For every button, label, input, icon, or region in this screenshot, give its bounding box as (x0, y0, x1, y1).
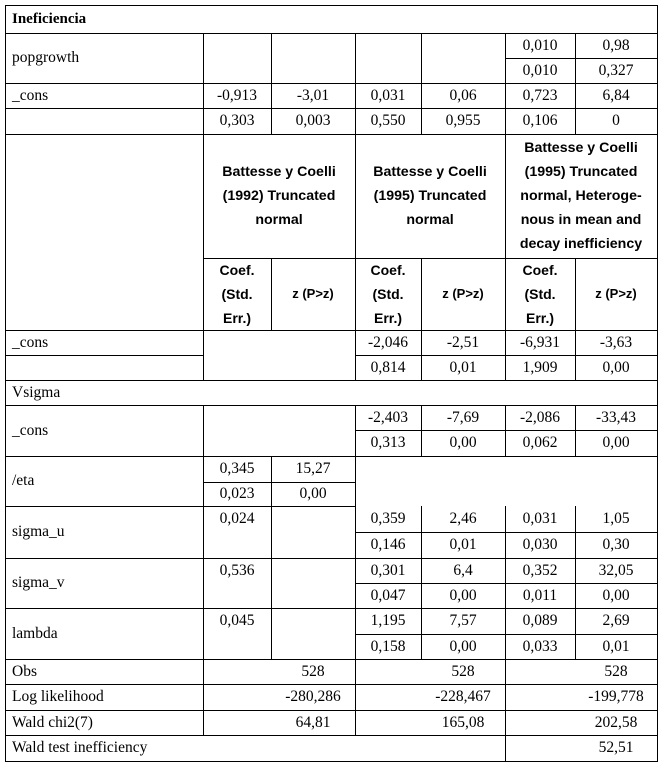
rule-vertical (203, 710, 204, 736)
sigma-v-m2-z: 6,4 (453, 561, 473, 579)
rule-horizontal (355, 634, 658, 635)
stat-label-obs: Obs (12, 662, 37, 680)
cons-m3-p: 0 (612, 112, 620, 129)
lambda-m3-se: 0,033 (522, 637, 558, 655)
eta-m1-coef: 0,345 (219, 460, 255, 477)
rule-vertical (421, 558, 422, 609)
rule-vertical (203, 330, 204, 381)
rule-vertical (271, 558, 272, 609)
stat-obs-m3: 528 (604, 662, 628, 680)
rule-vertical (505, 558, 506, 609)
rule-vertical (505, 608, 506, 660)
stat-loglik-m3: -199,778 (588, 688, 644, 705)
rule-vertical (355, 710, 356, 736)
eta-m1-se: 0,023 (219, 485, 255, 502)
lambda-m3-z: 2,69 (602, 612, 630, 629)
rule-horizontal (355, 583, 658, 584)
mid-cons-m2-se: 0,814 (370, 358, 406, 376)
lambda-m1-coef: 0,045 (219, 612, 255, 629)
rule-vertical (505, 710, 506, 736)
sigma-u-m2-z: 2,46 (449, 510, 477, 527)
rule-horizontal (355, 532, 658, 533)
rule-vertical (657, 5, 658, 762)
sigma-v-m2-p: 0,00 (449, 586, 477, 604)
lambda-m2-z: 7,57 (449, 612, 477, 629)
model-3-z-header: z (P>z) (595, 286, 637, 301)
cons-m1-coef: -0,913 (216, 86, 258, 104)
rule-vertical (203, 659, 204, 685)
sigma-u-m1-coef: 0,024 (219, 510, 255, 527)
rule-vertical (421, 608, 422, 660)
rule-vertical (505, 684, 506, 711)
sigma-v-m3-p: 0,00 (602, 586, 630, 604)
stat-label-wald-ineff: Wald test inefficiency (12, 739, 148, 756)
sigma-v-m1-coef: 0,536 (219, 561, 255, 579)
vsigma-cons-m2-se: 0,313 (370, 434, 406, 451)
rule-vertical (421, 330, 422, 381)
mid-cons-m2-p: 0,01 (449, 358, 477, 376)
rule-vertical (203, 405, 204, 457)
popgrowth-m3-z: 0,98 (602, 36, 630, 54)
stat-wald-m2: 165,08 (441, 713, 485, 731)
sigma-v-m3-coef: 0,352 (522, 561, 558, 579)
stat-obs-m1: 528 (301, 662, 325, 680)
rule-vertical (575, 506, 576, 559)
rule-vertical (575, 33, 576, 84)
rule-vertical (271, 456, 272, 507)
rule-vertical (203, 608, 204, 660)
sigma-v-m2-coef: 0,301 (370, 561, 406, 579)
eta-m1-p: 0,00 (299, 485, 327, 502)
stat-loglik-m2: -228,467 (435, 688, 491, 705)
cons-m3-se: 0,106 (522, 112, 558, 129)
cons-m1-p: 0,003 (295, 112, 331, 129)
stat-label-wald: Wald chi2(7) (12, 713, 93, 731)
vsigma-cons-m3-z: -33,43 (595, 408, 637, 426)
rule-vertical (421, 405, 422, 457)
model-3-title: Battesse y Coelli (1995) Truncated normal, Heteroge-nous in mean and decay inefficiency (519, 140, 643, 252)
rule-vertical (505, 134, 506, 331)
model-2-z-header: z (P>z) (442, 286, 484, 301)
section-title-ineficiencia: Ineficiencia (12, 11, 87, 27)
row-label-lambda: lambda (12, 624, 58, 642)
cons-m3-z: 6,84 (602, 86, 630, 104)
model-2-coef-header: Coef. (Std. Err.) (370, 262, 406, 326)
vsigma-cons-m2-p: 0,00 (449, 434, 477, 451)
lambda-m2-coef: 1,195 (370, 612, 406, 629)
rule-vertical (575, 405, 576, 457)
lambda-m2-se: 0,158 (370, 637, 406, 655)
stat-wald-m3: 202,58 (594, 713, 638, 731)
rule-vertical (203, 33, 204, 84)
sigma-u-m3-z: 1,05 (602, 510, 630, 527)
rule-vertical (355, 83, 356, 135)
rule-vertical (421, 33, 422, 84)
rule-vertical (355, 506, 356, 559)
row-label-popgrowth: popgrowth (12, 49, 80, 66)
sigma-u-m2-p: 0,01 (449, 536, 477, 553)
rule-vertical (355, 558, 356, 609)
rule-vertical (271, 83, 272, 135)
section-title-vsigma: Vsigma (12, 383, 61, 401)
lambda-m3-p: 0,01 (602, 637, 630, 655)
row-label-cons-vsigma: _cons (12, 421, 49, 439)
rule-horizontal (5, 761, 658, 762)
mid-cons-m3-se: 1,909 (522, 358, 558, 376)
rule-vertical (203, 684, 204, 711)
rule-horizontal (5, 108, 658, 109)
rule-vertical (505, 735, 506, 762)
model-3-coef-header: Coef. (Std. Err.) (522, 262, 558, 326)
rule-vertical (203, 506, 204, 559)
stat-wald-ineff-m3: 52,51 (598, 739, 634, 756)
model-1-coef-header: Coef. (Std. Err.) (219, 262, 255, 326)
rule-vertical (203, 134, 204, 331)
rule-vertical (271, 608, 272, 660)
rule-vertical (575, 608, 576, 660)
rule-vertical (355, 405, 356, 457)
sigma-u-m3-coef: 0,031 (522, 510, 558, 527)
rule-vertical (355, 33, 356, 84)
rule-vertical (505, 659, 506, 685)
popgrowth-m3-p: 0,327 (598, 61, 634, 79)
vsigma-cons-m2-coef: -2,403 (367, 408, 409, 426)
row-label-cons: _cons (12, 86, 49, 104)
rule-vertical (271, 258, 272, 331)
rule-vertical (505, 330, 506, 381)
vsigma-cons-m2-z: -7,69 (446, 408, 480, 426)
rule-vertical (203, 558, 204, 609)
sigma-u-m3-p: 0,30 (602, 536, 630, 553)
sigma-u-m2-se: 0,146 (370, 536, 406, 553)
rule-vertical (355, 330, 356, 381)
sigma-u-m2-coef: 0,359 (370, 510, 406, 527)
rule-vertical (575, 330, 576, 381)
cons-m2-se: 0,550 (370, 112, 406, 129)
rule-vertical (355, 684, 356, 711)
rule-vertical (355, 608, 356, 660)
mid-cons-m2-coef: -2,046 (367, 333, 409, 351)
cons-m1-z: -3,01 (296, 86, 330, 104)
rule-vertical (575, 558, 576, 609)
vsigma-cons-m3-p: 0,00 (602, 434, 630, 451)
cons-m3-coef: 0,723 (522, 86, 558, 104)
stat-obs-m2: 528 (451, 662, 475, 680)
rule-vertical (355, 456, 356, 507)
row-label-sigma-v: sigma_v (12, 574, 65, 591)
rule-vertical (203, 456, 204, 507)
rule-horizontal (203, 482, 356, 483)
row-label-sigma-u: sigma_u (12, 523, 65, 540)
vsigma-cons-m3-se: 0,062 (522, 434, 558, 451)
popgrowth-m3-se: 0,010 (522, 61, 558, 79)
rule-horizontal (5, 355, 204, 356)
rule-vertical (505, 83, 506, 135)
rule-horizontal (355, 355, 658, 356)
rule-vertical (203, 83, 204, 135)
rule-vertical (421, 83, 422, 135)
rule-vertical (355, 659, 356, 685)
cons-m2-p: 0,955 (445, 112, 481, 129)
rule-vertical (421, 258, 422, 331)
model-1-z-header: z (P>z) (292, 286, 334, 301)
rule-horizontal (505, 58, 658, 59)
model-2-title: Battesse y Coelli (1995) Truncated normal (373, 164, 487, 228)
rule-vertical (421, 506, 422, 559)
rule-vertical (271, 33, 272, 84)
cons-m2-coef: 0,031 (370, 86, 406, 104)
cons-m1-se: 0,303 (219, 112, 255, 129)
mid-cons-m3-z: -3,63 (599, 333, 633, 351)
eta-m1-z: 15,27 (295, 460, 331, 477)
mid-cons-m2-z: -2,51 (446, 333, 480, 351)
row-label-cons-mid: _cons (12, 333, 49, 351)
sigma-v-m2-se: 0,047 (370, 586, 406, 604)
stat-label-loglik: Log likelihood (12, 688, 104, 705)
mid-cons-m3-p: 0,00 (602, 358, 630, 376)
mid-cons-m3-coef: -6,931 (519, 333, 561, 351)
sigma-v-m3-z: 32,05 (598, 561, 634, 579)
rule-vertical (271, 506, 272, 559)
sigma-u-m3-se: 0,030 (522, 536, 558, 553)
rule-vertical (355, 134, 356, 331)
sigma-v-m3-se: 0,011 (522, 586, 558, 604)
vsigma-cons-m3-coef: -2,086 (519, 408, 561, 426)
row-label-eta: /eta (12, 472, 35, 489)
cons-m2-z: 0,06 (449, 86, 477, 104)
rule-horizontal (355, 430, 658, 431)
model-1-title: Battesse y Coelli (1992) Truncated normal (222, 164, 336, 228)
stat-loglik-m1: -280,286 (285, 688, 341, 705)
rule-vertical (505, 506, 506, 559)
rule-vertical (575, 83, 576, 135)
stat-wald-m1: 64,81 (295, 713, 331, 731)
rule-vertical (505, 33, 506, 84)
rule-vertical (575, 258, 576, 331)
rule-vertical (505, 405, 506, 457)
lambda-m2-p: 0,00 (449, 637, 477, 655)
lambda-m3-coef: 0,089 (522, 612, 558, 629)
popgrowth-m3-coef: 0,010 (522, 36, 558, 54)
